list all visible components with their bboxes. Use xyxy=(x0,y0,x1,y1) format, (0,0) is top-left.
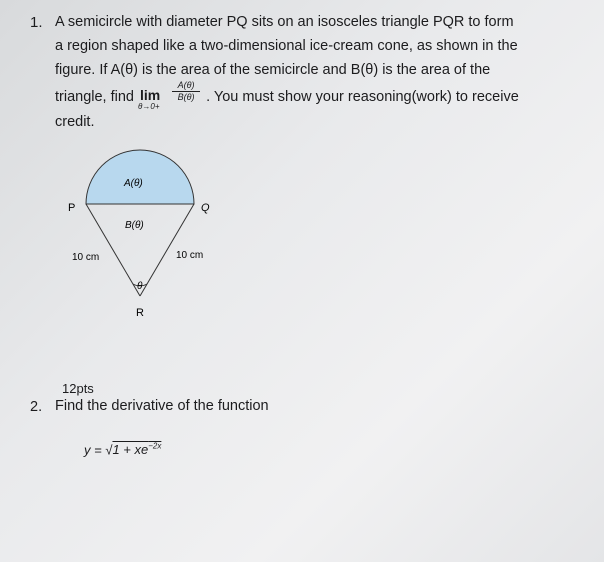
label-P: P xyxy=(68,202,76,214)
question-1-number: 1. xyxy=(30,14,43,31)
question-1-line-1: A semicircle with diameter PQ sits on an isosceles triangle PQR to form xyxy=(55,14,514,30)
line-4-prefix: triangle, find xyxy=(55,88,134,105)
label-A-theta: A(θ) xyxy=(124,178,143,189)
label-theta: θ xyxy=(137,281,143,292)
limit-operator: lim xyxy=(140,87,161,103)
formula-lhs: y = xyxy=(84,442,106,458)
label-R: R xyxy=(136,307,144,319)
label-B-theta: B(θ) xyxy=(125,220,144,231)
question-1-line-3: figure. If A(θ) is the area of the semicircle and B(θ) is the area of the xyxy=(55,62,491,78)
radicand-text: 1 + xe xyxy=(112,442,149,458)
question-1-line-5: credit. xyxy=(55,114,95,130)
fraction-denominator: B(θ) xyxy=(177,92,195,102)
question-2-points: 12pts xyxy=(62,381,94,396)
triangle-side-left xyxy=(86,204,140,296)
question-2-formula: $y = √1 + xe^{-2x}$ xyxy=(84,442,162,458)
question-2-number: 2. xyxy=(30,399,43,415)
label-side-right: 10 cm xyxy=(176,250,204,261)
fraction-numerator: A(θ) xyxy=(172,80,200,92)
semicircle xyxy=(86,150,194,204)
formula-exponent: −2x xyxy=(148,442,162,451)
line-4-suffix: . You must show your reasoning(work) to receive xyxy=(206,88,519,105)
label-side-left: 10 cm xyxy=(72,252,100,263)
label-Q: Q xyxy=(201,202,210,214)
question-1-line-2: a region shaped like a two-dimensional ice-cream cone, as shown in the xyxy=(55,38,518,54)
limit-subscript: θ→0+ xyxy=(138,102,160,111)
question-2-text: Find the derivative of the function xyxy=(55,398,269,414)
formula-radicand xyxy=(112,442,161,457)
